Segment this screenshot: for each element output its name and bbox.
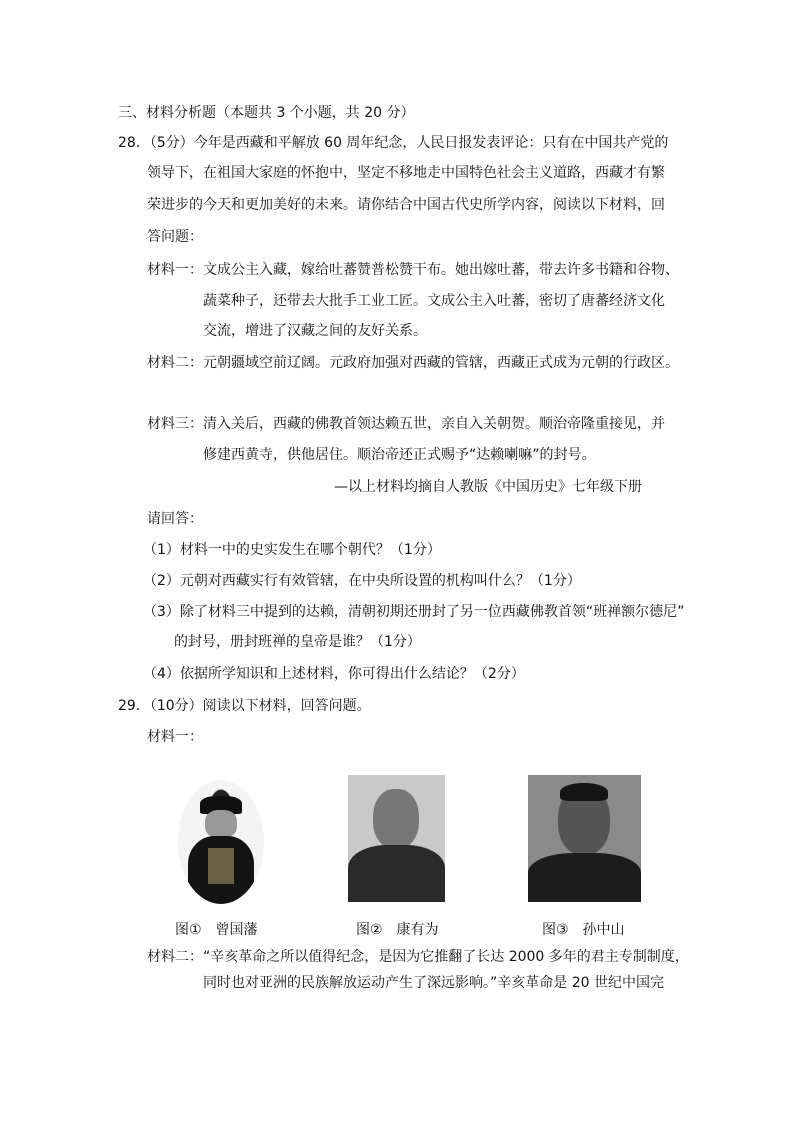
question-3: 的封号，册封班禅的皇帝是谁？（1分） — [174, 634, 421, 650]
portrait-photo-2 — [348, 775, 445, 902]
material-1: 材料一：文成公主入藏，嫁给吐蕃赞普松赞干布。她出嫁吐蕃，带去许多书籍和谷物、 — [147, 262, 679, 278]
question-1: （1）材料一中的史实发生在哪个朝代？（1分） — [143, 542, 441, 558]
q28-line: 荣进步的今天和更加美好的未来。请你结合中国古代史所学内容，阅读以下材料，回 — [147, 197, 665, 213]
material-1: 蔬菜种子，还带去大批手工业工匠。文成公主入吐蕃，密切了唐蕃经济文化 — [203, 293, 665, 309]
source-note: —以上材料均摘自人教版《中国历史》七年级下册 — [334, 479, 642, 495]
portrait-photo-3 — [528, 775, 641, 902]
q29-material-1-label: 材料一： — [147, 729, 203, 745]
caption-1: 图① 曾国藩 — [175, 922, 258, 938]
q28-line: 28．（5分）今年是西藏和平解放 60 周年纪念，人民日报发表评论：只有在中国共产党的 — [118, 135, 669, 151]
question-3: （3）除了材料三中提到的达赖，清朝初期还册封了另一位西藏佛教首领“班禅额尔德尼” — [143, 604, 685, 620]
q29-line: 29．（10分）阅读以下材料，回答问题。 — [118, 698, 371, 714]
q28-line: 领导下，在祖国大家庭的怀抱中，坚定不移地走中国特色社会主义道路，西藏才有繁 — [147, 165, 665, 181]
caption-2: 图② 康有为 — [356, 922, 439, 938]
question-2: （2）元朝对西藏实行有效管辖，在中央所设置的机构叫什么？（1分） — [143, 573, 581, 589]
section-title: 三、材料分析题（本题共 3 个小题，共 20 分） — [118, 105, 415, 121]
material-1: 交流，增进了汉藏之间的友好关系。 — [203, 323, 427, 339]
q29-material-2: 同时也对亚洲的民族解放运动产生了深远影响。”辛亥革命是 20 世纪中国完 — [203, 975, 664, 991]
material-3: 修建西黄寺，供他居住。顺治帝还正式赐予“达赖喇嘛”的封号。 — [203, 447, 596, 463]
material-3: 材料三：清入关后，西藏的佛教首领达赖五世，亲自入关朝贺。顺治帝隆重接见，并 — [147, 416, 665, 432]
question-4: （4）依据所学知识和上述材料，你可得出什么结论？（2分） — [143, 666, 525, 682]
answer-prompt: 请回答： — [147, 511, 203, 527]
material-2: 材料二：元朝疆域空前辽阔。元政府加强对西藏的管辖，西藏正式成为元朝的行政区。 — [147, 355, 679, 371]
caption-3: 图③ 孙中山 — [542, 922, 625, 938]
q28-line: 答问题： — [147, 229, 203, 245]
portrait-photo-1 — [178, 780, 264, 904]
q29-material-2: 材料二：“辛亥革命之所以值得纪念，是因为它推翻了长达 2000 多年的君主专制制度， — [147, 949, 689, 965]
